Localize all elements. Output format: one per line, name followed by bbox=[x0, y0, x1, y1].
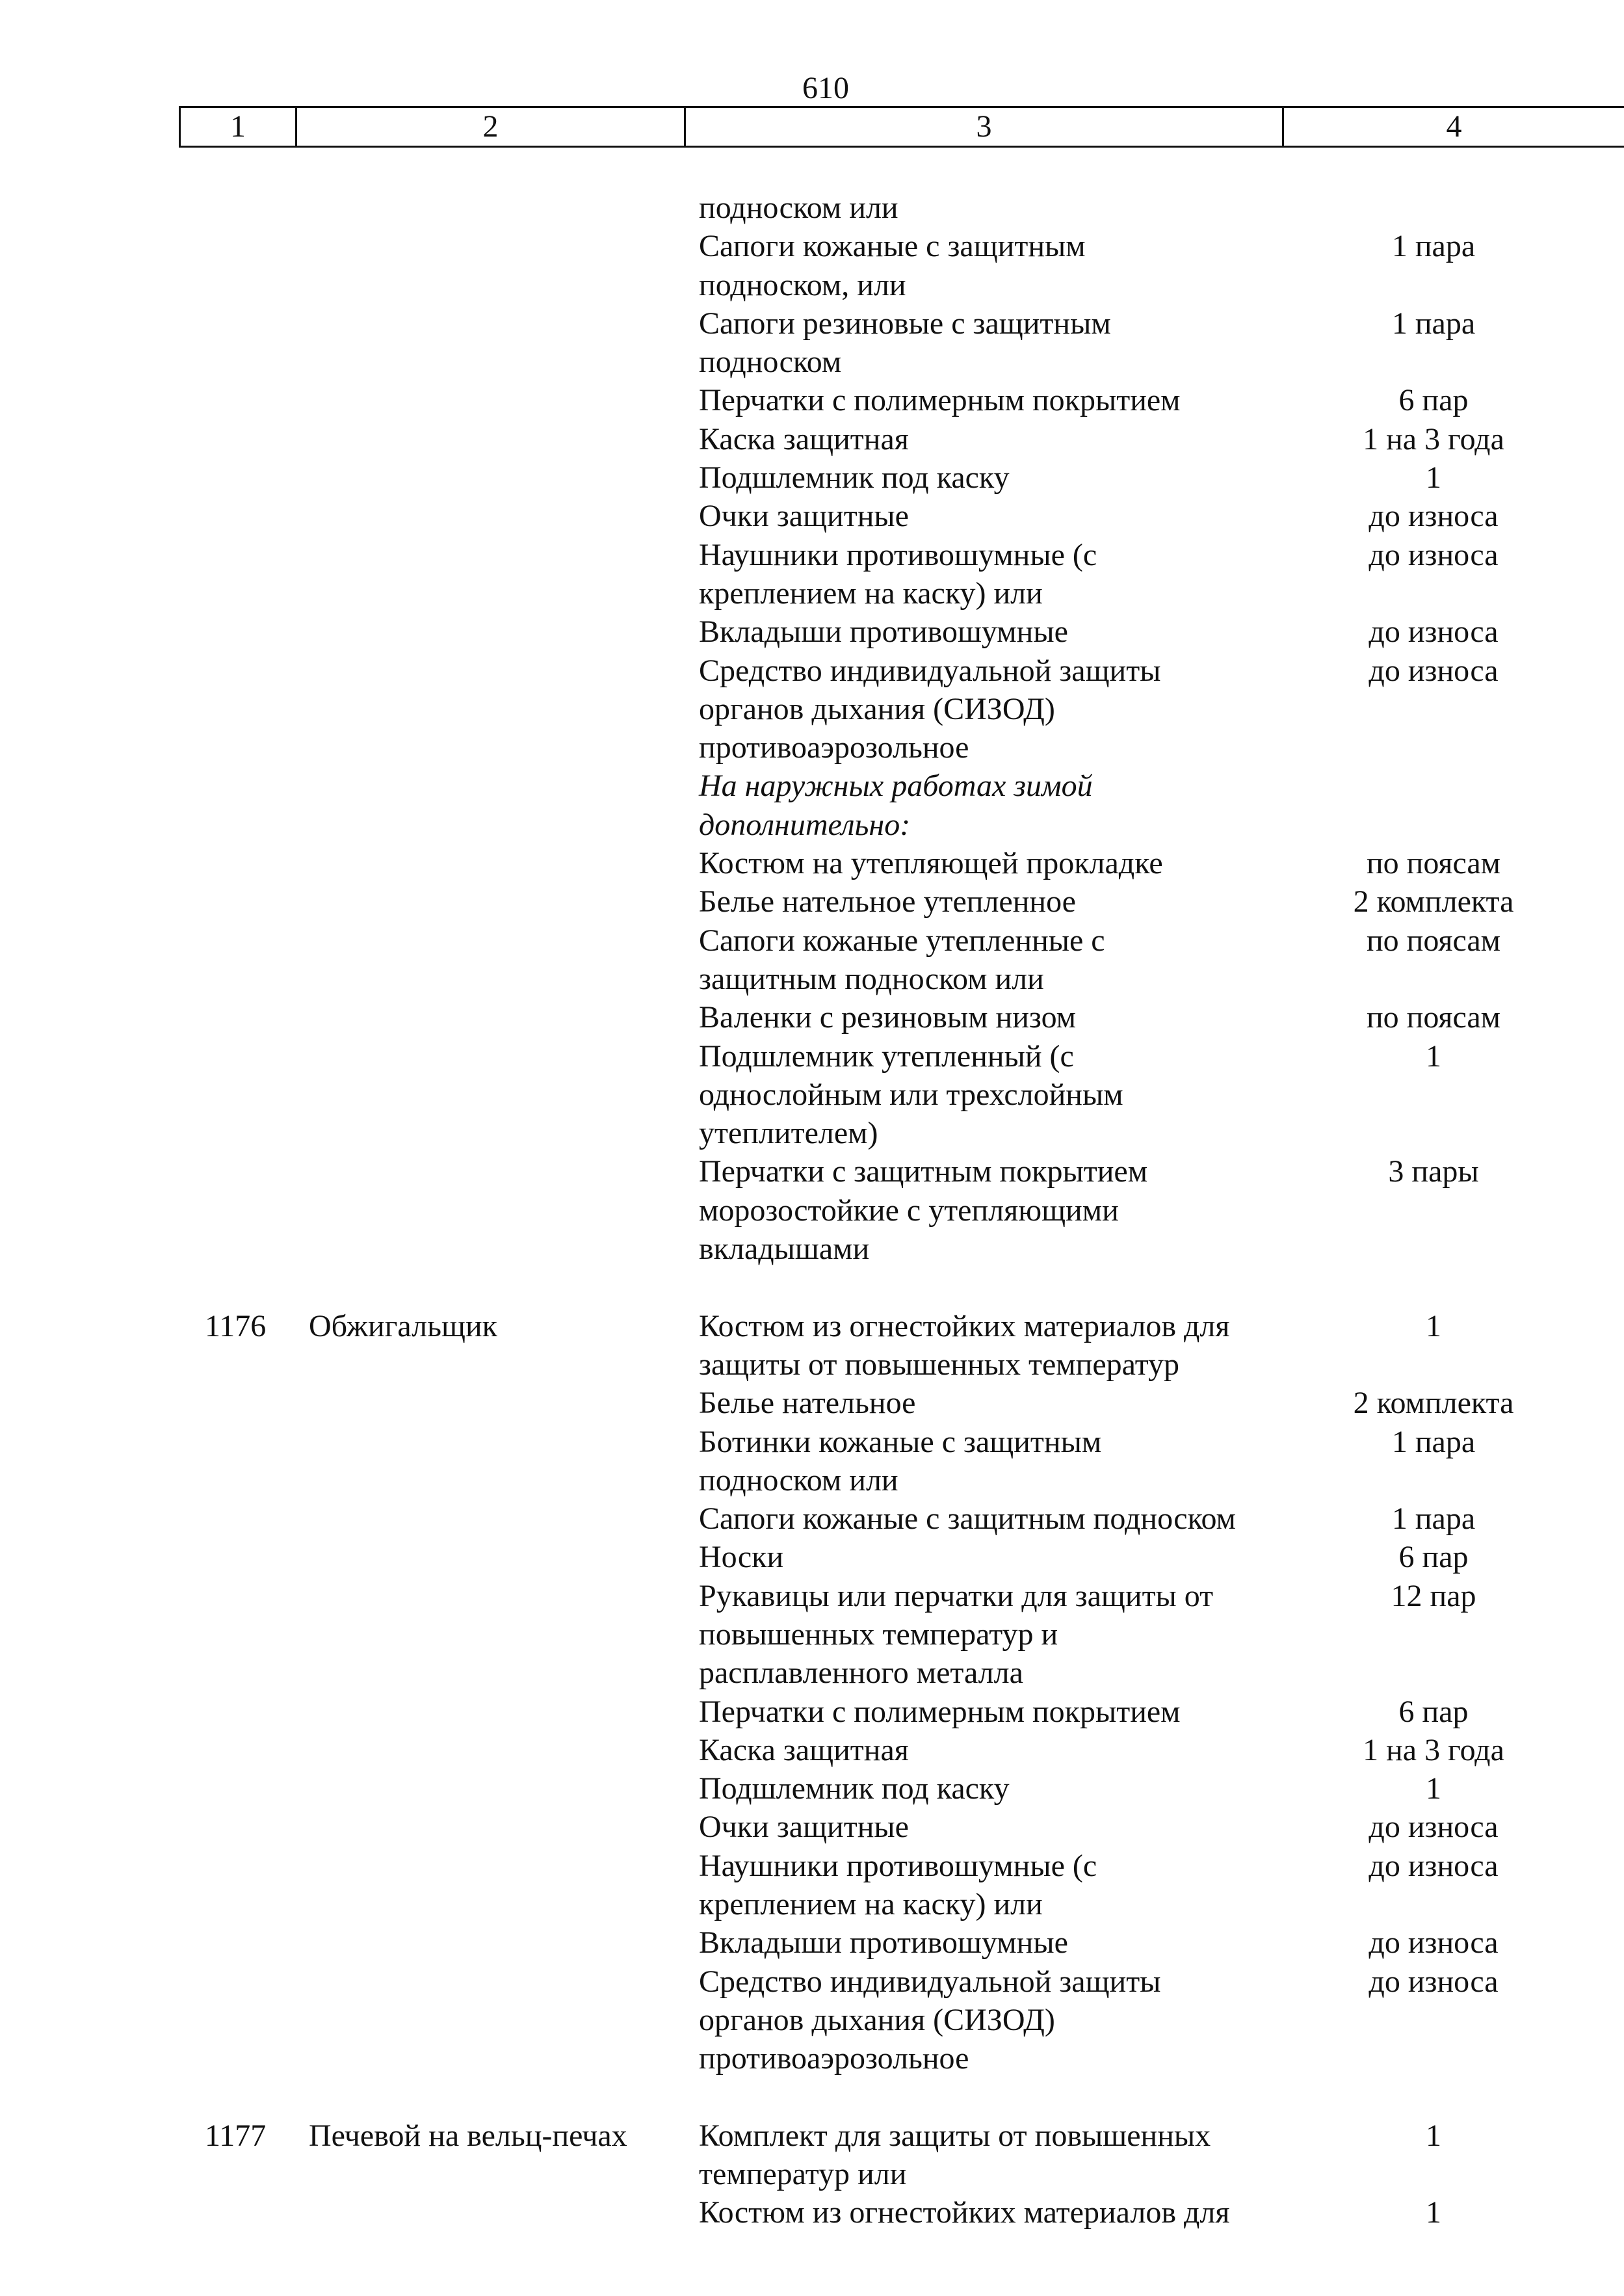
ppe-item: морозостойкие с утепляющими bbox=[699, 1193, 1119, 1228]
ppe-quantity: 1 bbox=[1426, 460, 1441, 495]
table-row bbox=[0, 266, 1624, 304]
ppe-item: Носки bbox=[699, 1540, 784, 1575]
table-row bbox=[0, 613, 1624, 651]
ppe-quantity: до износа bbox=[1369, 1810, 1499, 1845]
ppe-item: креплением на каску) или bbox=[699, 1887, 1043, 1922]
profession-number: 1176 bbox=[205, 1308, 267, 1343]
column-header-3: 3 bbox=[686, 108, 1284, 146]
column-header-row bbox=[179, 106, 1624, 148]
table-row bbox=[0, 1615, 1624, 1654]
ppe-item: подноском или bbox=[699, 1462, 898, 1498]
ppe-item: Очки защитные bbox=[699, 499, 909, 534]
ppe-item: подноском bbox=[699, 345, 842, 380]
table-row bbox=[0, 1731, 1624, 1769]
ppe-quantity: 12 пар bbox=[1391, 1578, 1476, 1613]
ppe-quantity: 3 пары bbox=[1388, 1154, 1479, 1189]
ppe-quantity: до износа bbox=[1369, 1848, 1499, 1883]
table-row bbox=[0, 1885, 1624, 1923]
ppe-item: подноском или bbox=[699, 191, 898, 225]
ppe-item: На наружных работах зимой bbox=[699, 769, 1093, 804]
ppe-quantity: 1 пара bbox=[1391, 1501, 1476, 1537]
ppe-quantity: до износа bbox=[1369, 1964, 1499, 1999]
table-row bbox=[0, 1461, 1624, 1499]
ppe-item: Валенки с резиновым низом bbox=[699, 1000, 1077, 1035]
column-header-1: 1 bbox=[179, 108, 297, 146]
ppe-item: Средство индивидуальной защиты bbox=[699, 1964, 1161, 1999]
table-row bbox=[0, 1693, 1624, 1731]
ppe-quantity: до износа bbox=[1369, 614, 1499, 650]
ppe-item: защитным подноском или bbox=[699, 961, 1044, 996]
ppe-item: Каска защитная bbox=[699, 1732, 909, 1767]
table-row bbox=[0, 806, 1624, 844]
table-row bbox=[0, 1191, 1624, 1230]
table-row bbox=[0, 844, 1624, 882]
table-row bbox=[0, 381, 1624, 419]
ppe-quantity: 1 на 3 года bbox=[1363, 421, 1504, 456]
ppe-item: Подшлемник под каску bbox=[699, 460, 1010, 495]
table-row bbox=[0, 536, 1624, 574]
ppe-quantity: 1 пара bbox=[1391, 229, 1476, 264]
ppe-item: Вкладыши противошумные bbox=[699, 1925, 1068, 1960]
table-row bbox=[0, 1962, 1624, 2001]
ppe-quantity: по поясам bbox=[1366, 1000, 1501, 1035]
ppe-item: Наушники противошумные (с bbox=[699, 537, 1097, 572]
ppe-item: Сапоги резиновые с защитным bbox=[699, 306, 1111, 341]
ppe-quantity: 2 комплекта bbox=[1353, 884, 1514, 919]
ppe-item: Подшлемник под каску bbox=[699, 1771, 1010, 1806]
table-row bbox=[0, 1037, 1624, 1075]
row-spacer bbox=[0, 2078, 1624, 2117]
table-row bbox=[0, 1075, 1624, 1114]
ppe-item: однослойным или трехслойным bbox=[699, 1077, 1123, 1112]
table-row bbox=[0, 652, 1624, 690]
ppe-item: Перчатки с защитным покрытием bbox=[699, 1154, 1148, 1189]
table-row bbox=[0, 1847, 1624, 1885]
ppe-quantity: по поясам bbox=[1366, 923, 1501, 958]
table-row bbox=[0, 2193, 1624, 2232]
ppe-quantity: до износа bbox=[1369, 537, 1499, 572]
table-row bbox=[0, 1114, 1624, 1152]
ppe-item: Сапоги кожаные с защитным bbox=[699, 229, 1086, 264]
ppe-quantity: до износа bbox=[1369, 499, 1499, 534]
ppe-item: Перчатки с полимерным покрытием bbox=[699, 1694, 1181, 1729]
profession-name: Обжигальщик bbox=[309, 1308, 497, 1343]
ppe-item: вкладышами bbox=[699, 1232, 870, 1267]
ppe-quantity: 1 bbox=[1426, 1038, 1441, 1074]
profession-number: 1177 bbox=[205, 2118, 267, 2153]
column-header-4: 4 bbox=[1446, 109, 1462, 144]
ppe-quantity: 1 пара bbox=[1391, 306, 1476, 341]
table-row bbox=[0, 1769, 1624, 1808]
row-spacer bbox=[0, 1268, 1624, 1306]
table-row bbox=[0, 728, 1624, 767]
ppe-item: противоаэрозольное bbox=[699, 730, 969, 765]
ppe-quantity: до износа bbox=[1369, 653, 1499, 688]
table-row bbox=[0, 2001, 1624, 2039]
ppe-item: Костюм из огнестойких материалов для bbox=[699, 2195, 1230, 2230]
table-row bbox=[0, 189, 1624, 227]
ppe-item: Сапоги кожаные утепленные с bbox=[699, 923, 1105, 958]
table-row bbox=[0, 343, 1624, 381]
ppe-item: Очки защитные bbox=[699, 1810, 909, 1845]
ppe-quantity: 1 bbox=[1426, 1771, 1441, 1806]
ppe-quantity: 1 bbox=[1426, 2195, 1441, 2230]
ppe-quantity: 6 пар bbox=[1398, 383, 1469, 418]
table-row bbox=[0, 1152, 1624, 1191]
table-row bbox=[0, 690, 1624, 728]
ppe-item: Наушники противошумные (с bbox=[699, 1848, 1097, 1883]
profession-name: Печевой на вельц-печах bbox=[309, 2118, 627, 2153]
ppe-item: креплением на каску) или bbox=[699, 575, 1043, 611]
table-row bbox=[0, 1499, 1624, 1538]
ppe-item: Белье нательное утепленное bbox=[699, 884, 1076, 919]
table-body bbox=[0, 189, 1624, 2232]
ppe-item: Комплект для защиты от повышенных bbox=[699, 2118, 1211, 2153]
table-row bbox=[0, 1923, 1624, 1962]
ppe-item: повышенных температур и bbox=[699, 1616, 1058, 1652]
table-row bbox=[0, 227, 1624, 265]
ppe-quantity: 6 пар bbox=[1398, 1694, 1469, 1729]
column-header-2: 2 bbox=[297, 108, 686, 146]
ppe-item: расплавленного металла bbox=[699, 1656, 1023, 1691]
table-row bbox=[0, 1423, 1624, 1461]
ppe-quantity: до износа bbox=[1369, 1925, 1499, 1960]
table-row bbox=[0, 420, 1624, 458]
table-row bbox=[0, 2039, 1624, 2078]
ppe-item: Костюм из огнестойких материалов для bbox=[699, 1308, 1230, 1343]
ppe-item: Вкладыши противошумные bbox=[699, 614, 1068, 650]
ppe-item: утеплителем) bbox=[699, 1116, 878, 1151]
table-row bbox=[0, 960, 1624, 998]
ppe-quantity: 1 пара bbox=[1391, 1424, 1476, 1459]
ppe-quantity: по поясам bbox=[1366, 846, 1501, 881]
ppe-item: органов дыхания (СИЗОД) bbox=[699, 691, 1055, 726]
table-row bbox=[0, 1307, 1624, 1345]
table-row bbox=[0, 2117, 1624, 2155]
ppe-item: органов дыхания (СИЗОД) bbox=[699, 2002, 1055, 2037]
table-row bbox=[0, 1654, 1624, 1692]
table-row bbox=[0, 1384, 1624, 1422]
table-row bbox=[0, 574, 1624, 613]
ppe-item: Каска защитная bbox=[699, 421, 909, 456]
ppe-item: защиты от повышенных температур bbox=[699, 1347, 1180, 1382]
ppe-quantity: 6 пар bbox=[1398, 1540, 1469, 1575]
table-row bbox=[0, 1808, 1624, 1846]
ppe-item: Сапоги кожаные с защитным подноском bbox=[699, 1501, 1236, 1537]
table-row bbox=[0, 767, 1624, 805]
table-row bbox=[0, 1577, 1624, 1615]
table-row bbox=[0, 1538, 1624, 1576]
ppe-quantity: 1 на 3 года bbox=[1363, 1732, 1504, 1767]
ppe-item: Средство индивидуальной защиты bbox=[699, 653, 1161, 688]
ppe-item: Перчатки с полимерным покрытием bbox=[699, 383, 1181, 418]
table-row bbox=[0, 1345, 1624, 1384]
table-row bbox=[0, 1230, 1624, 1268]
table-row bbox=[0, 458, 1624, 497]
ppe-item: Рукавицы или перчатки для защиты от bbox=[699, 1578, 1214, 1613]
table-row bbox=[0, 998, 1624, 1036]
ppe-quantity: 1 bbox=[1426, 1308, 1441, 1343]
table-row bbox=[0, 304, 1624, 343]
ppe-item: температур или bbox=[699, 2157, 907, 2192]
page-number: 610 bbox=[802, 71, 849, 105]
ppe-quantity: 2 комплекта bbox=[1353, 1386, 1514, 1421]
ppe-item: дополнительно: bbox=[699, 807, 911, 842]
ppe-quantity: 1 bbox=[1426, 2118, 1441, 2153]
ppe-item: Костюм на утепляющей прокладке bbox=[699, 846, 1163, 881]
table-row bbox=[0, 921, 1624, 960]
ppe-item: Белье нательное bbox=[699, 1386, 916, 1421]
ppe-item: подноском, или bbox=[699, 267, 906, 302]
table-row bbox=[0, 2155, 1624, 2193]
ppe-item: Подшлемник утепленный (с bbox=[699, 1038, 1074, 1074]
ppe-item: Ботинки кожаные с защитным bbox=[699, 1424, 1102, 1459]
ppe-item: противоаэрозольное bbox=[699, 2041, 969, 2076]
table-row bbox=[0, 882, 1624, 921]
table-row bbox=[0, 497, 1624, 535]
